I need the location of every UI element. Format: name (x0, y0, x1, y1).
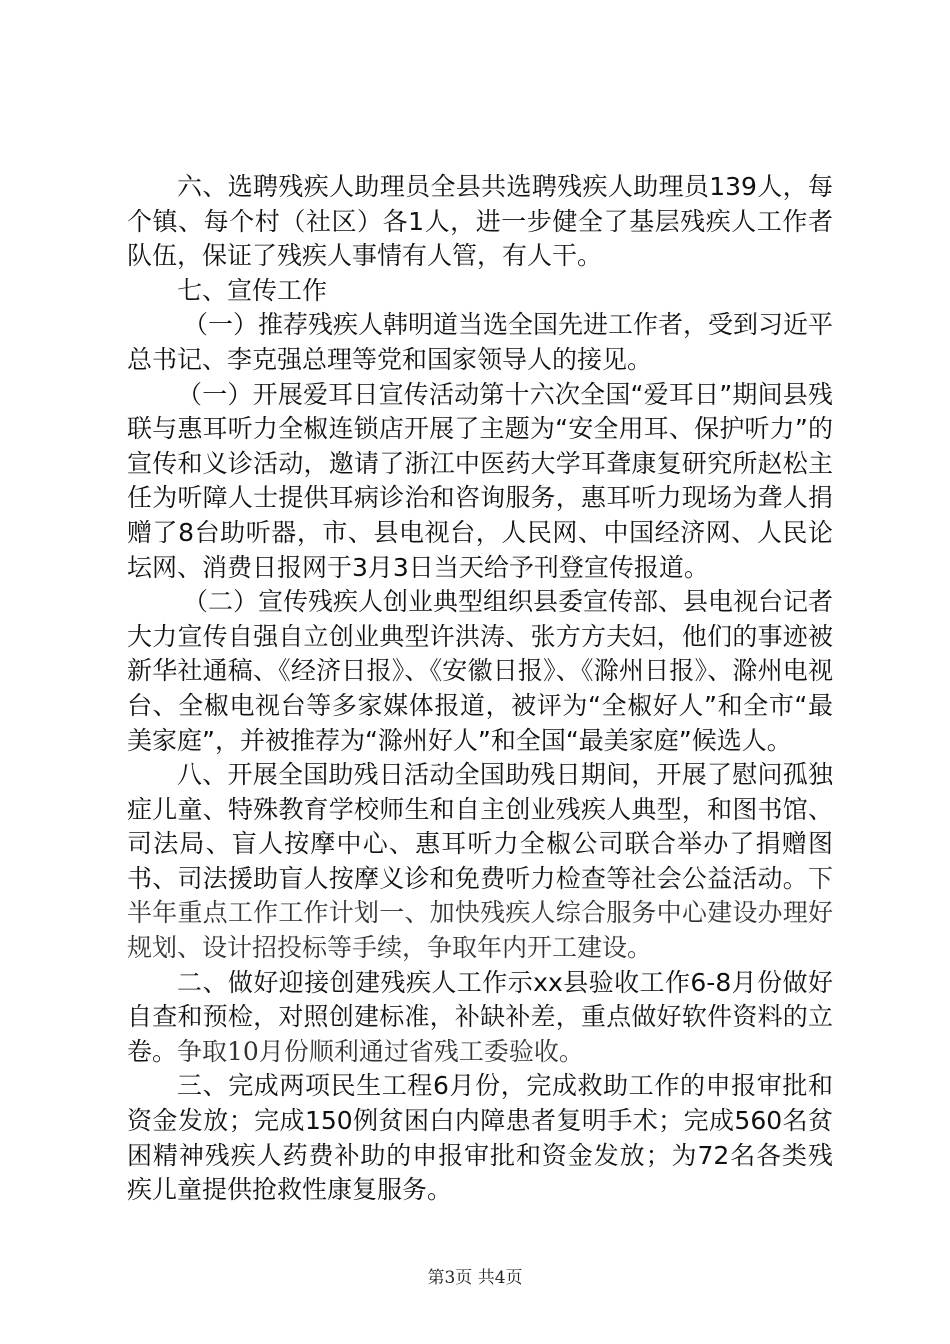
paragraph-tail-text: 下半年重点工作工作计划一、加快残疾人综合服务中心建设办理好规划、设计招投标等手续，争取年内开工建设。 (127, 863, 833, 963)
paragraph-text: （一）开展爱耳日宣传活动第十六次全国“爱耳日”期间县残联与惠耳听力全椒连锁店开展了主题为“安全用耳、保护听力”的宣传和义诊活动，邀请了浙江中医药大学耳聋康复研究所赵松主任为听障人士提供耳病诊治和咨询服务，惠耳听力现场为聋人捐赠了8台助听器，市、县电视台，人民网、中国经济网、人民论坛网、消费日报网于3月3日当天给予刊登宣传报道。 (127, 379, 833, 582)
paragraph-text: 三、完成两项民生工程6月份，完成救助工作的申报审批和资金发放；完成150例贫困白内障患者复明手术；完成560名贫困精神残疾人药费补助的申报审批和资金发放；为72名各类残疾儿童提供抢救性康复服务。 (127, 1071, 833, 1205)
document-body (127, 170, 833, 1208)
paragraph-text: （一）推荐残疾人韩明道当选全国先进工作者，受到习近平总书记、李克强总理等党和国家领导人的接见。 (127, 310, 834, 374)
paragraph-livelihood-projects (127, 1069, 833, 1207)
page-number-footer: 第3页 共4页 (427, 1268, 523, 1288)
paragraph-assistants (127, 170, 833, 274)
paragraph-text: 六、选聘残疾人助理员全县共选聘残疾人助理员139人，每个镇、每个村（社区）各1人，进一步健全了基层残疾人工作者队伍，保证了残疾人事情有人管，有人干。 (127, 172, 833, 271)
paragraph-advanced-worker (127, 308, 833, 377)
paragraph-text: 八、开展全国助残日活动全国助残日期间，开展了慰问孤独症儿童、特殊教育学校师生和自主创业残疾人典型，和图书馆、司法局、盲人按摩中心、惠耳听力全椒公司联合举办了捐赠图书、司法援助盲人按摩义诊和免费听力检查等社会公益活动。 (127, 760, 833, 893)
paragraph-entrepreneur-publicity (127, 585, 833, 758)
paragraph-text: （二）宣传残疾人创业典型组织县委宣传部、县电视台记者大力宣传自强自立创业典型许洪涛、张方方夫妇，他们的事迹被新华社通稿、《经济日报》、《安徽日报》、《滁州日报》、滁州电视台、全椒电视台等多家媒体报道，被评为“全椒好人”和全市“最美家庭”，并被推荐为“滁州好人”和全国“最美家庭”候选人。 (127, 587, 834, 755)
paragraph-text: 二、做好迎接创建残疾人工作示xx县验收工作6-8月份做好自查和预检，对照创建标准，补缺补差，重点做好软件资料的立卷。 (127, 967, 833, 1066)
paragraph-ear-day (127, 378, 833, 586)
paragraph-tail-text: 争取10月份顺利通过省残工委验收。 (177, 1036, 584, 1066)
heading-text: 七、宣传工作 (177, 275, 328, 305)
paragraph-disability-day (127, 758, 833, 966)
paragraph-acceptance-work (127, 966, 833, 1070)
section-heading-publicity (127, 274, 833, 309)
